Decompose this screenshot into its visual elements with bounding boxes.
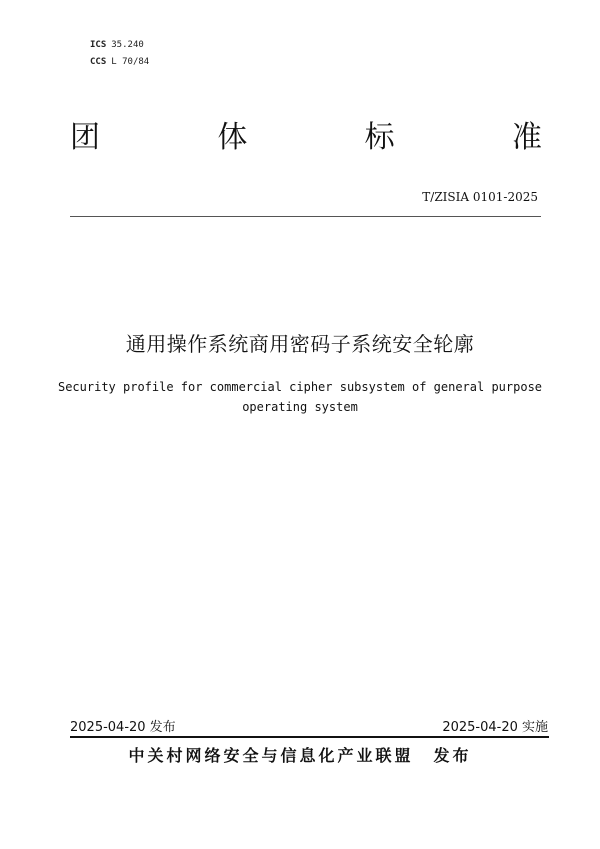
title-char-1: 团 [70,120,100,155]
ics-label: ICS [90,40,107,50]
document-title-en [40,377,560,417]
ccs-label: CCS [90,57,107,67]
document-title-en-line2: operating system [242,400,358,414]
standard-type-title [70,112,542,156]
ccs-code [90,57,149,67]
ics-value: 35.240 [111,40,144,50]
issue-label: 发布 [433,746,472,765]
issuer-name: 中关村网络安全与信息化产业联盟 [128,746,414,765]
title-char-2: 体 [217,120,248,155]
title-char-3: 标 [364,120,395,155]
ccs-value: L 70/84 [111,57,150,67]
standard-number: T/ZISIA 0101-2025 [422,190,538,204]
effective-date: 2025-04-20 实施 [442,720,548,735]
header-divider [70,216,541,217]
publish-date: 2025-04-20 发布 [70,720,176,735]
ics-code [90,40,144,50]
document-title-zh: 通用操作系统商用密码子系统安全轮廓 [125,332,475,356]
title-char-4: 准 [511,120,542,155]
footer-divider [70,736,549,738]
document-title-en-line1: Security profile for commercial cipher subsystem of general purpose [57,380,543,394]
issuer-line [0,743,600,766]
